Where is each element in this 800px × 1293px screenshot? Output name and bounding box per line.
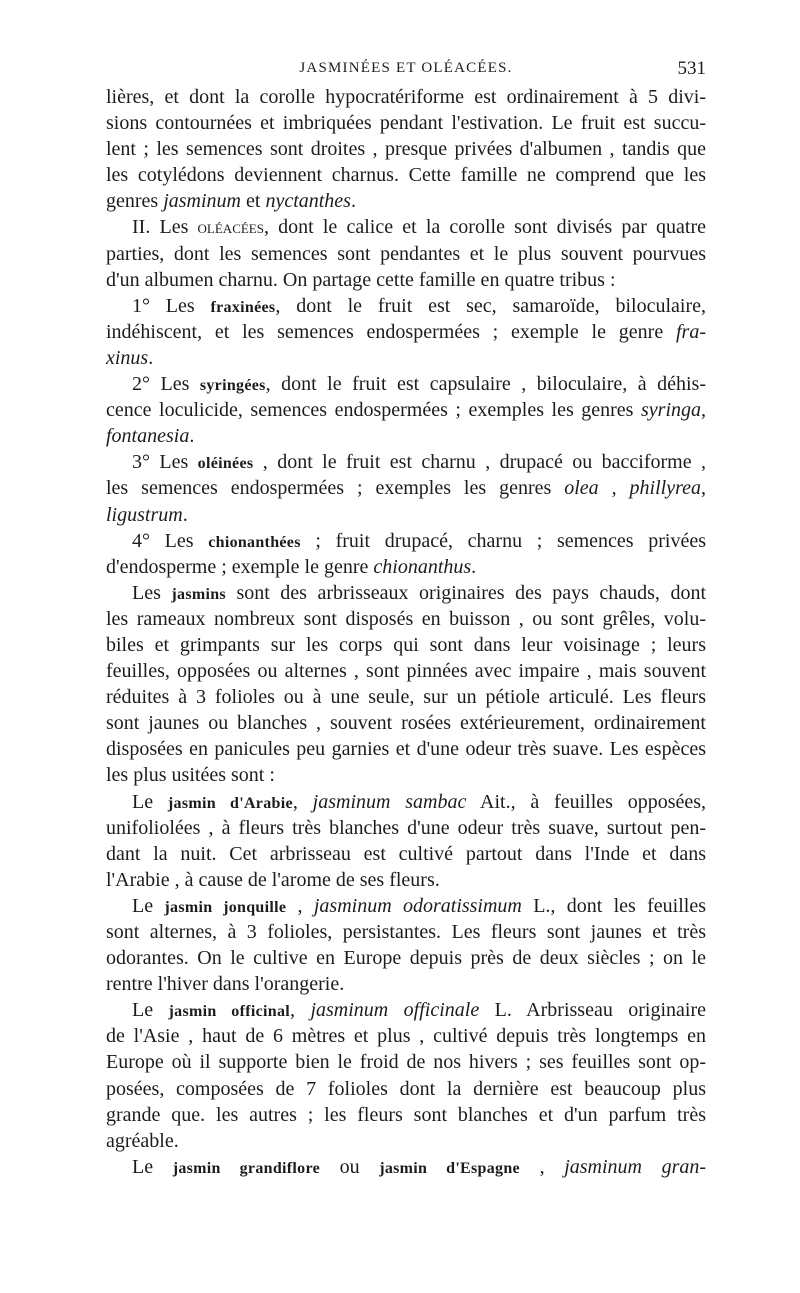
bold-term: jasmin grandiflore: [172, 1159, 320, 1177]
text-run: Le: [132, 999, 169, 1022]
text-line: [106, 841, 706, 867]
text-line: [106, 710, 706, 736]
text-line: [106, 684, 706, 710]
text-run: genres: [106, 190, 164, 213]
text-run: L. Arbrisseau originaire: [479, 999, 707, 1022]
text-run: Europe où il supporte bien le froid de nos hivers ; ses feuilles sont op-: [106, 1051, 706, 1074]
text-run: , dont le fruit est charnu , drupacé ou bacciforme ,: [253, 451, 707, 474]
text-line: [106, 528, 706, 554]
text-run: et: [241, 190, 266, 213]
text-run: 4° Les: [132, 529, 209, 552]
text-line: [106, 345, 706, 371]
italic-term: ligustrum: [106, 503, 183, 526]
text-run: posées, composées de 7 folioles dont la dernière est beaucoup plus: [106, 1077, 706, 1100]
italic-term: jasminum sambac: [312, 790, 467, 813]
bold-term: jasmin officinal: [168, 1003, 290, 1021]
text-run: .: [350, 190, 356, 213]
text-run: réduites à 3 folioles ou à une seule, sur un pétiole articulé. Les fleurs: [106, 686, 706, 709]
text-line: [106, 84, 706, 110]
text-run: ,: [290, 999, 311, 1022]
text-line: [106, 293, 706, 319]
text-line: [106, 815, 706, 841]
text-run: sions contournées et imbriquées pendant l'estivation. Le fruit est succu-: [106, 112, 706, 135]
text-run: les cotylédons deviennent charnus. Cette famille ne comprend que les: [106, 164, 706, 187]
text-run: lent ; les semences sont droites , presque privées d'albumen , tandis que: [106, 138, 706, 161]
body-text: [106, 84, 706, 1180]
text-line: [106, 136, 706, 162]
text-line: [106, 945, 706, 971]
text-line: [106, 971, 706, 997]
text-run: , dont le calice et la corolle sont divisés par quatre: [263, 216, 706, 239]
text-run: d'un albumen charnu. On partage cette famille en quatre tribus :: [106, 268, 616, 291]
text-line: [106, 997, 706, 1023]
bold-term: jasmin d'Espagne: [379, 1159, 520, 1177]
italic-term: jasminum odoratissimum: [313, 894, 522, 917]
text-run: L., dont les feuilles: [521, 894, 707, 917]
text-run: , dont le fruit est capsulaire , biloculaire, à déhis-: [265, 373, 706, 396]
text-run: ; fruit drupacé, charnu ; semences privées: [300, 529, 707, 552]
text-run: les plus usitées sont :: [106, 764, 275, 787]
bold-term: jasmins: [171, 585, 226, 603]
text-run: Ait., à feuilles opposées,: [466, 790, 707, 813]
text-run: Le: [132, 894, 165, 917]
italic-term: jasminum officinale: [310, 999, 480, 1022]
bold-term: jasmin jonquille: [164, 898, 287, 916]
text-run: l'Arabie , à cause de l'arome de ses fleurs.: [106, 868, 440, 891]
text-run: rentre l'hiver dans l'orangerie.: [106, 973, 345, 996]
italic-term: phillyrea: [629, 477, 702, 500]
italic-term: nyctanthes: [265, 190, 351, 213]
text-run: sont des arbrisseaux originaires des pays chauds, dont: [225, 581, 706, 604]
text-run: ,: [519, 1155, 565, 1178]
text-line: [106, 214, 706, 240]
text-line: [106, 893, 706, 919]
italic-term: chionanthus: [373, 555, 472, 578]
bold-term: jasmin d'Arabie: [167, 794, 293, 812]
bold-term: syringées: [199, 377, 266, 395]
text-line: [106, 188, 706, 214]
italic-term: xinus: [106, 346, 149, 369]
text-run: parties, dont les semences sont pendantes et le plus souvent pourvues: [106, 242, 706, 265]
text-line: [106, 423, 706, 449]
text-line: [106, 1023, 706, 1049]
text-run: d'endosperme ; exemple le genre: [106, 555, 374, 578]
text-run: sont jaunes ou blanches , souvent rosées extérieurement, ordinairement: [106, 712, 706, 735]
text-run: Le: [132, 790, 168, 813]
text-run: cence loculicide, semences endospermées ; exemples les genres: [106, 399, 641, 422]
bold-term: fraxinées: [210, 298, 276, 316]
text-run: unifoliolées , à fleurs très blanches d'une odeur très suave, surtout pen-: [106, 816, 706, 839]
text-run: .: [471, 555, 477, 578]
text-run: .: [182, 503, 188, 526]
text-line: [106, 554, 706, 580]
italic-term: fontanesia: [106, 425, 190, 448]
text-run: Les: [132, 581, 172, 604]
text-run: de l'Asie , haut de 6 mètres et plus , cultivé depuis très longtemps en: [106, 1025, 706, 1048]
text-line: [106, 867, 706, 893]
text-run: indéhiscent, et les semences endospermées ; exemple le genre: [106, 320, 676, 343]
italic-term: jasminum gran-: [564, 1155, 707, 1178]
text-line: [106, 736, 706, 762]
italic-term: jasminum: [163, 190, 241, 213]
text-run: biles et grimpants sur les corps qui sont dans leur voisinage ; leurs: [106, 633, 706, 656]
text-run: II. Les: [132, 216, 198, 239]
text-line: [106, 371, 706, 397]
text-line: [106, 919, 706, 945]
text-run: agréable.: [106, 1129, 179, 1152]
italic-term: olea: [564, 477, 599, 500]
text-line: [106, 632, 706, 658]
text-run: odorantes. On le cultive en Europe depuis près de deux siècles ; on le: [106, 947, 706, 970]
text-run: .: [189, 425, 195, 448]
text-line: [106, 475, 706, 501]
text-line: [106, 580, 706, 606]
text-run: lières, et dont la corolle hypocratériforme est ordinairement à 5 divi-: [106, 86, 706, 108]
text-run: dant la nuit. Cet arbrisseau est cultivé partout dans l'Inde et dans: [106, 842, 706, 865]
text-run: 2° Les: [132, 373, 200, 396]
text-line: [106, 502, 706, 528]
text-run: .: [148, 346, 154, 369]
text-line: [106, 267, 706, 293]
text-line: [106, 606, 706, 632]
text-line: [106, 1128, 706, 1154]
running-title: JASMINÉES ET OLÉACÉES.: [299, 60, 513, 76]
bold-term: chionanthées: [208, 533, 301, 551]
text-line: [106, 658, 706, 684]
text-line: [106, 162, 706, 188]
text-line: [106, 762, 706, 788]
text-run: sont alternes, à 3 folioles, persistantes. Les fleurs sont jaunes et très: [106, 921, 706, 943]
italic-term: fra-: [676, 320, 706, 343]
text-line: [106, 1049, 706, 1075]
page-header: [106, 60, 706, 84]
text-run: ,: [598, 477, 630, 500]
text-line: [106, 1076, 706, 1102]
text-run: 3° Les: [132, 451, 198, 474]
text-line: [106, 1154, 706, 1180]
text-run: disposées en panicules peu garnies et d'une odeur très suave. Les espèces: [106, 738, 706, 761]
text-line: [106, 789, 706, 815]
text-run: grande que. les autres ; les fleurs sont blanches et d'un parfum très: [106, 1103, 706, 1126]
text-run: les rameaux nombreux sont disposés en buisson , ou sont grêles, volu-: [106, 607, 706, 630]
italic-term: syringa,: [641, 399, 706, 422]
text-line: [106, 1102, 706, 1128]
text-run: 1° Les: [132, 294, 211, 317]
text-line: [106, 110, 706, 136]
text-line: [106, 319, 706, 345]
text-run: ,: [292, 790, 313, 813]
text-run: les semences endospermées ; exemples les genres: [106, 477, 565, 500]
text-run: ,: [286, 894, 314, 917]
text-run: , dont le fruit est sec, samaroïde, biloculaire,: [275, 294, 707, 317]
text-run: ,: [701, 477, 707, 500]
text-run: Le: [132, 1155, 173, 1178]
text-line: [106, 397, 706, 423]
text-line: [106, 241, 706, 267]
text-line: [106, 449, 706, 475]
text-run: feuilles, opposées ou alternes , sont pinnées avec impaire , mais souvent: [106, 660, 706, 683]
small-caps-term: oléacées: [197, 217, 264, 238]
text-run: ou: [319, 1155, 380, 1178]
bold-term: oléinées: [197, 455, 254, 473]
page-number: 531: [677, 58, 706, 79]
